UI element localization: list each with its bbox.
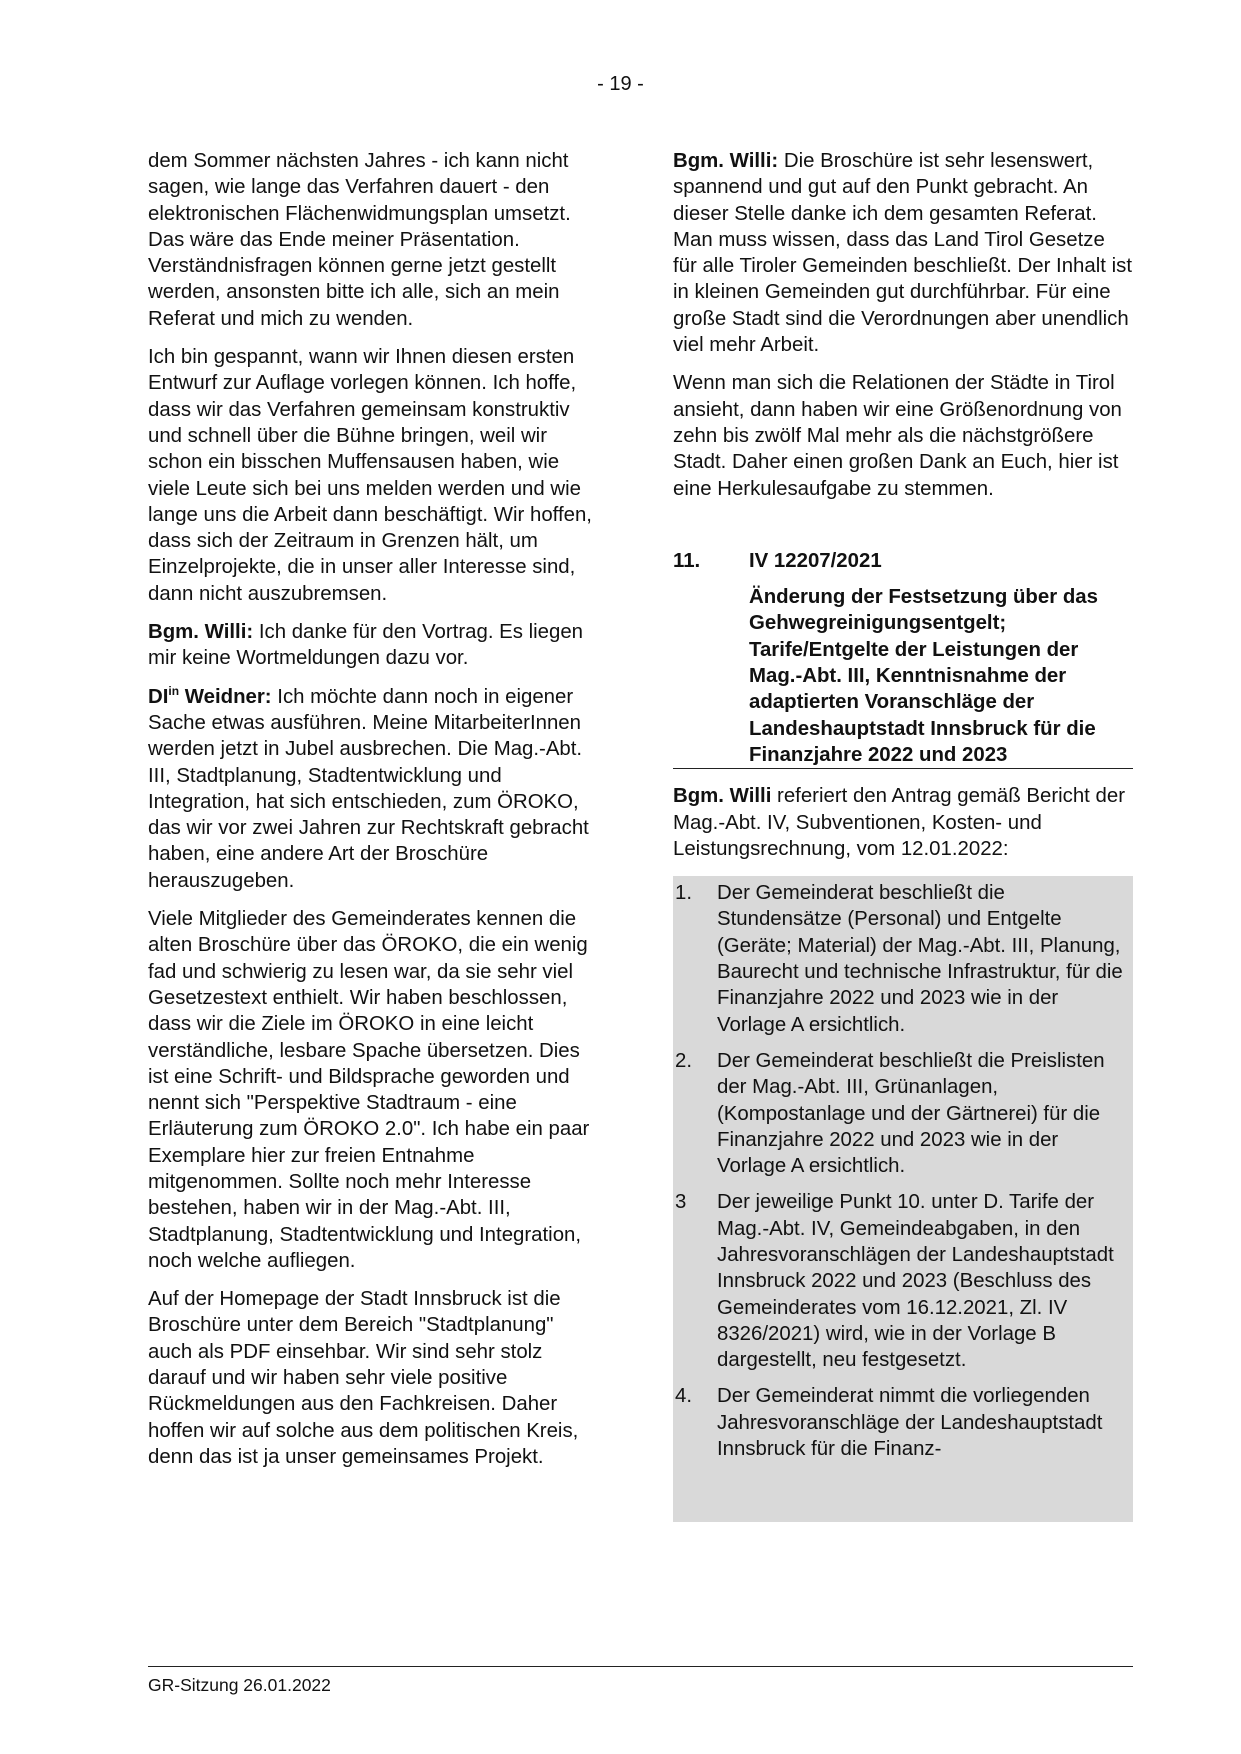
paragraph <box>148 619 600 672</box>
footer-divider <box>148 1666 1133 1667</box>
motion-text: Der Gemeinderat nimmt die vorliegenden Jahresvoranschläge der Landeshauptstadt Innsbruck für die Finanz- <box>717 1385 1103 1461</box>
speaker-name: Bgm. Willi: <box>673 150 779 172</box>
motion-item <box>673 1383 1133 1462</box>
divider <box>673 768 1133 769</box>
motion-item <box>673 1048 1133 1179</box>
left-column <box>148 148 600 1482</box>
speaker-name: $DI^{in}$ Weidner: <box>148 683 272 708</box>
paragraph: Auf der Homepage der Stadt Innsbruck ist die Broschüre unter dem Bereich "Stadtplanung" auch als PDF einsehbar. Wir sind sehr stolz darauf und wir haben sehr viele positive Rückmeldungen aus den Fachkreisen. Daher hoffen wir auf solche aus dem politischen Kreis, denn das ist ja unser gemeinsames Projekt. <box>148 1288 579 1468</box>
speaker-name: Bgm. Willi: <box>148 621 254 644</box>
motion-list <box>673 876 1133 1522</box>
paragraph: Ich bin gespannt, wann wir Ihnen diesen ersten Entwurf zur Auflage vorlegen können. Ich hoffe, dass wir das Verfahren gemeinsam konstruktiv und schnell über die Bühne bringen, weil wir schon ein bisschen Muffensausen haben, wie viele Leute sich bei uns melden werden und wie lange uns die Arbeit dann beschäftigt. Wir hoffen, dass sich der Zeitraum in Grenzen hält, um Einzelprojekte, die in unser aller Interesse sind, dann nicht auszubremsen. <box>148 346 592 605</box>
agenda-item-title: Änderung der Festsetzung über das Gehwegreinigungsentgelt; Tarife/Entgelte der Leistungen der Mag.-Abt. III, Kenntnisnahme der adaptierten Voranschläge der Landeshauptstadt Innsbruck für die Finanzjahre 2022 und 2023 <box>749 586 1098 766</box>
motion-number: 2. <box>675 1049 693 1072</box>
paragraph <box>673 148 1133 358</box>
agenda-item-heading <box>673 548 1133 574</box>
motion-item <box>673 880 1133 1038</box>
agenda-item-number: 11. <box>673 549 701 572</box>
paragraph: dem Sommer nächsten Jahres - ich kann nicht sagen, wie lange das Verfahren dauert - den elektronischen Flächenwidmungsplan umsetzt. Das wäre das Ende meiner Präsentation. Verständnisfragen können gerne jetzt gestellt werden, ansonsten bitte ich alle, sich an mein Referat und mich zu wenden. <box>148 150 571 330</box>
motion-item <box>673 1189 1133 1373</box>
motion-number: 4. <box>675 1385 693 1408</box>
page-number: - 19 - <box>597 73 644 95</box>
motion-number: 1. <box>675 882 693 905</box>
speech-text: Ich möchte dann noch in eigener Sache etwas ausführen. Meine MitarbeiterInnen werden jetzt in Jubel ausbrechen. Die Mag.-Abt. III, Stadtplanung, Stadtentwicklung und Integration, hat sich entschieden, zum ÖROKO, das wir vor zwei Jahren zur Rechtskraft gebracht haben, eine andere Art der Broschüre herauszugeben. <box>148 685 589 892</box>
speech-text: referiert den Antrag gemäß Bericht der Mag.-Abt. IV, Subventionen, Kosten- und Leistungsrechnung, vom 12.01.2022: <box>673 785 1125 860</box>
footer-text: GR-Sitzung 26.01.2022 <box>148 1675 331 1695</box>
right-column <box>673 148 1133 1522</box>
motion-text: Der jeweilige Punkt 10. unter D. Tarife der Mag.-Abt. IV, Gemeindeabgaben, in den Jahresvoranschlägen der Landeshauptstadt Innsbruck 2022 und 2023 (Beschluss des Gemeinderates vom 16.12.2021, Zl. IV 8326/2021) wird, wie in der Vorlage B dargestellt, neu festgesetzt. <box>717 1191 1114 1372</box>
paragraph <box>148 684 600 894</box>
speech-text: Die Broschüre ist sehr lesenswert, spannend und gut auf den Punkt gebracht. An dieser Stelle danke ich dem gesamten Referat. Man muss wissen, dass das Land Tirol Gesetze für alle Tiroler Gemeinden beschließt. Der Inhalt ist in kleinen Gemeinden gut durchführbar. Für eine große Stadt sind die Verordnungen aber unendlich viel mehr Arbeit. <box>673 150 1132 357</box>
motion-text: Der Gemeinderat beschließt die Stundensätze (Personal) und Entgelte (Geräte; Material) der Mag.-Abt. III, Planung, Baurecht und technische Infrastruktur, für die Finanzjahre 2022 und 2023 wie in der Vorlage A ersichtlich. <box>717 882 1123 1036</box>
paragraph: Wenn man sich die Relationen der Städte in Tirol ansieht, dann haben wir eine Größenordnung von zehn bis zwölf Mal mehr als die nächstgrößere Stadt. Daher einen großen Dank an Euch, hier ist eine Herkulesaufgabe zu stemmen. <box>673 372 1122 500</box>
speaker-name: Bgm. Willi <box>673 785 772 808</box>
agenda-item-reference: IV 12207/2021 <box>749 549 882 572</box>
paragraph: Viele Mitglieder des Gemeinderates kennen die alten Broschüre über das ÖROKO, die ein wenig fad und schwierig zu lesen war, da sie sehr viel Gesetzestext enthielt. Wir haben beschlossen, dass wir die Ziele im ÖROKO in eine leicht verständliche, lesbare Spache übersetzen. Dies ist eine Schrift- und Bildsprache geworden und nennt sich "Perspektive Stadtraum - eine Erläuterung zum ÖROKO 2.0". Ich habe ein paar Exemplare hier zur freien Entnahme mitgenommen. Sollte noch mehr Interesse bestehen, haben wir in der Mag.-Abt. III, Stadtplanung, Stadtentwicklung und Integration, noch welche aufliegen. <box>148 908 590 1272</box>
speech-text: Ich danke für den Vortrag. Es liegen mir keine Wortmeldungen dazu vor. <box>148 621 584 670</box>
motion-text: Der Gemeinderat beschließt die Preislisten der Mag.-Abt. III, Grünanlagen, (Kompostanlage und der Gärtnerei) für die Finanzjahre 2022 und 2023 wie in der Vorlage A ersichtlich. <box>717 1049 1105 1178</box>
paragraph <box>673 783 1133 862</box>
motion-number: 3 <box>675 1191 687 1214</box>
